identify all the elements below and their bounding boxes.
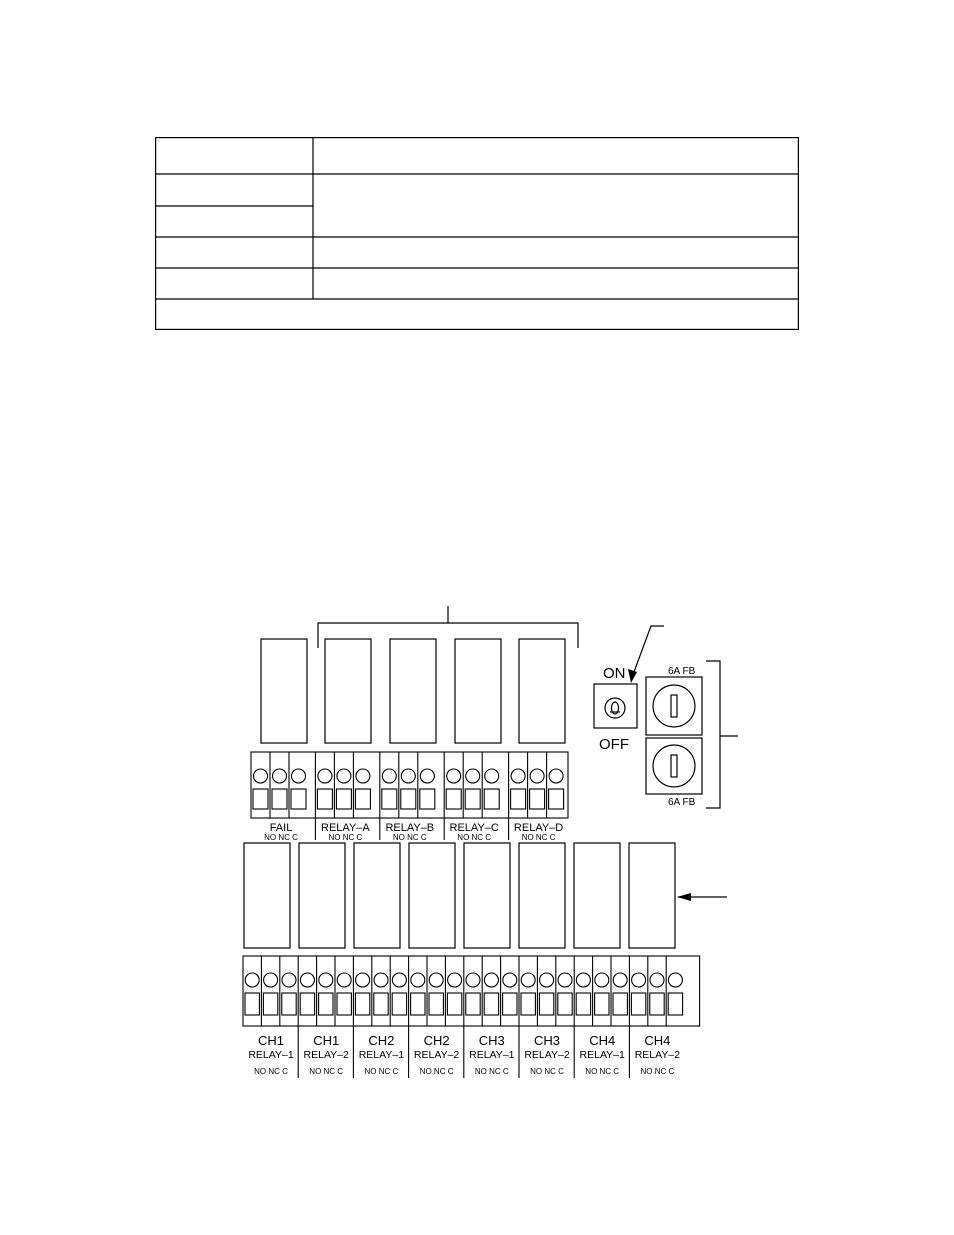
terminal-slot[interactable] [558, 993, 572, 1015]
channel-label: CH3 [533, 1033, 561, 1048]
terminal-pin-labels: NO NC C [530, 1067, 564, 1076]
terminal-screw-icon[interactable] [558, 973, 572, 987]
terminal-screw-icon[interactable] [356, 769, 370, 783]
terminal-screw-icon[interactable] [466, 973, 480, 987]
relay-label: RELAY–1 [248, 1049, 294, 1061]
ch2-relay-2-module [409, 843, 455, 948]
fuse-bracket [706, 661, 738, 808]
terminal-pin-labels: NO NC C [474, 1067, 509, 1076]
terminal-slot[interactable] [484, 789, 499, 809]
terminal-slot[interactable] [374, 993, 388, 1015]
terminal-slot[interactable] [411, 993, 425, 1015]
terminal-slot[interactable] [253, 789, 268, 809]
ch3-relay-2-module [519, 843, 565, 948]
switch-on-label: ON [603, 665, 626, 682]
terminal-screw-icon[interactable] [264, 973, 278, 987]
terminal-screw-icon[interactable] [650, 973, 664, 987]
terminal-slot[interactable] [447, 993, 461, 1015]
terminal-pin-labels: NO NC C [585, 1067, 620, 1076]
terminal-slot[interactable] [484, 993, 498, 1015]
terminal-slot[interactable] [300, 993, 314, 1015]
fail-relay-module [261, 639, 307, 743]
terminal-slot[interactable] [337, 993, 351, 1015]
terminal-screw-icon[interactable] [447, 769, 461, 783]
ch1-relay-2-module [299, 843, 345, 948]
terminal-screw-icon[interactable] [595, 973, 609, 987]
terminal-screw-icon[interactable] [420, 769, 434, 783]
terminal-pin-labels: NO NC C [264, 833, 298, 842]
terminal-screw-icon[interactable] [374, 973, 388, 987]
terminal-slot[interactable] [382, 789, 397, 809]
terminal-block-body [251, 752, 568, 818]
terminal-slot[interactable] [650, 993, 664, 1015]
switch-off-label: OFF [599, 736, 629, 753]
terminal-screw-icon[interactable] [503, 973, 517, 987]
terminal-slot[interactable] [668, 993, 682, 1015]
terminal-screw-icon[interactable] [245, 973, 259, 987]
terminal-pin-labels: NO NC C [392, 833, 427, 842]
relay-label: RELAY–1 [579, 1049, 625, 1061]
terminal-slot[interactable] [336, 789, 351, 809]
terminal-screw-icon[interactable] [300, 973, 314, 987]
channel-label: CH1 [257, 1033, 285, 1048]
terminal-screw-icon[interactable] [466, 769, 480, 783]
terminal-screw-icon[interactable] [401, 769, 415, 783]
terminal-screw-icon[interactable] [337, 973, 351, 987]
terminal-screw-icon[interactable] [319, 973, 333, 987]
ch2-relay-1-module [354, 843, 400, 948]
terminal-screw-icon[interactable] [356, 973, 370, 987]
terminal-screw-icon[interactable] [429, 973, 443, 987]
terminal-slot[interactable] [401, 789, 416, 809]
terminal-slot[interactable] [319, 993, 333, 1015]
ch3-relay-1-module [464, 843, 510, 948]
terminal-screw-icon[interactable] [632, 973, 646, 987]
relay-label: RELAY–2 [413, 1049, 460, 1061]
upper-terminal-strip [251, 752, 568, 842]
terminal-screw-icon[interactable] [448, 973, 462, 987]
terminal-screw-icon[interactable] [511, 769, 525, 783]
relay-d-module [519, 639, 565, 743]
arrow-head [677, 893, 691, 901]
channel-label: CH3 [478, 1033, 505, 1048]
relay-group-bracket [318, 606, 578, 648]
terminal-slot[interactable] [429, 993, 443, 1015]
terminal-screw-icon[interactable] [318, 769, 332, 783]
terminal-group-label: RELAY–D [513, 822, 564, 834]
relay-c-module [455, 639, 501, 743]
terminal-slot[interactable] [446, 789, 461, 809]
terminal-pin-labels: NO NC C [640, 1067, 675, 1076]
relay-label: RELAY–2 [303, 1049, 349, 1061]
terminal-slot[interactable] [466, 993, 480, 1015]
channel-label: CH4 [589, 1033, 616, 1048]
terminal-slot[interactable] [576, 993, 590, 1015]
upper-relay-modules [261, 639, 565, 743]
terminal-slot[interactable] [392, 993, 406, 1015]
arrow-head [628, 669, 637, 683]
relay-label: RELAY–1 [469, 1049, 515, 1061]
power-switch[interactable] [594, 684, 637, 728]
terminal-pin-labels: NO NC C [364, 1067, 399, 1076]
terminal-screw-icon[interactable] [484, 973, 498, 987]
terminal-group-label: FAIL [269, 822, 293, 834]
terminal-slot[interactable] [291, 789, 306, 809]
terminal-screw-icon[interactable] [668, 973, 682, 987]
terminal-screw-icon[interactable] [530, 769, 544, 783]
terminal-screw-icon[interactable] [521, 973, 535, 987]
terminal-slot[interactable] [245, 993, 259, 1015]
terminal-pin-labels: NO NC C [419, 1067, 454, 1076]
terminal-pin-labels: NO NC C [254, 1067, 288, 1076]
fuse-rating-bottom: 6A FB [668, 797, 696, 808]
terminal-slot[interactable] [595, 993, 609, 1015]
terminal-slot[interactable] [613, 993, 627, 1015]
relay-label: RELAY–2 [634, 1049, 681, 1061]
terminal-slot[interactable] [511, 789, 526, 809]
terminal-pin-labels: NO NC C [309, 1067, 344, 1076]
relay-b-module [390, 639, 436, 743]
terminal-slot[interactable] [272, 789, 287, 809]
terminal-screw-icon[interactable] [613, 973, 627, 987]
terminal-screw-icon[interactable] [485, 769, 499, 783]
terminal-slot[interactable] [503, 993, 517, 1015]
terminal-screw-icon[interactable] [282, 973, 296, 987]
terminal-screw-icon[interactable] [254, 769, 268, 783]
channel-label: CH4 [644, 1033, 671, 1048]
terminal-slot[interactable] [420, 789, 435, 809]
terminal-screw-icon[interactable] [292, 769, 306, 783]
channel-label: CH1 [313, 1033, 340, 1048]
lower-terminal-strip [243, 956, 700, 1078]
terminal-slot[interactable] [355, 789, 370, 809]
relay-a-module [325, 639, 371, 743]
terminal-group-label: RELAY–B [385, 822, 435, 834]
terminal-group-label: RELAY–A [321, 822, 370, 834]
terminal-slot[interactable] [263, 993, 277, 1015]
terminal-pin-labels: NO NC C [521, 833, 556, 842]
terminal-pin-labels: NO NC C [328, 833, 363, 842]
ch4-relay-2-module [629, 843, 675, 948]
terminal-screw-icon[interactable] [411, 973, 425, 987]
terminal-slot[interactable] [282, 993, 296, 1015]
fuse-holder-bottom[interactable] [646, 738, 702, 794]
relay-label: RELAY–1 [358, 1049, 405, 1061]
terminal-screw-icon[interactable] [392, 973, 406, 987]
relay-label: RELAY–2 [524, 1049, 570, 1061]
terminal-group-label: RELAY–C [449, 822, 499, 834]
terminal-screw-icon[interactable] [273, 769, 287, 783]
terminal-pin-labels: NO NC C [457, 833, 492, 842]
fuse-rating-top: 6A FB [668, 666, 696, 677]
channel-label: CH2 [423, 1033, 450, 1048]
channel-relay-modules [244, 843, 675, 948]
terminal-slot[interactable] [317, 789, 332, 809]
terminal-slot[interactable] [465, 789, 480, 809]
terminal-slot[interactable] [549, 789, 564, 809]
ch4-relay-1-module [574, 843, 620, 948]
terminal-slot[interactable] [521, 993, 535, 1015]
terminal-screw-icon[interactable] [540, 973, 554, 987]
terminal-slot[interactable] [631, 993, 645, 1015]
terminal-slot[interactable] [539, 993, 553, 1015]
terminal-screw-icon[interactable] [337, 769, 351, 783]
terminal-screw-icon[interactable] [382, 769, 396, 783]
terminal-screw-icon[interactable] [576, 973, 590, 987]
terminal-screw-icon[interactable] [549, 769, 563, 783]
ch1-relay-1-module [244, 843, 290, 948]
fuse-holder-top[interactable] [646, 677, 702, 735]
channel-label: CH2 [368, 1033, 395, 1048]
terminal-slot[interactable] [530, 789, 545, 809]
terminal-slot[interactable] [355, 993, 369, 1015]
